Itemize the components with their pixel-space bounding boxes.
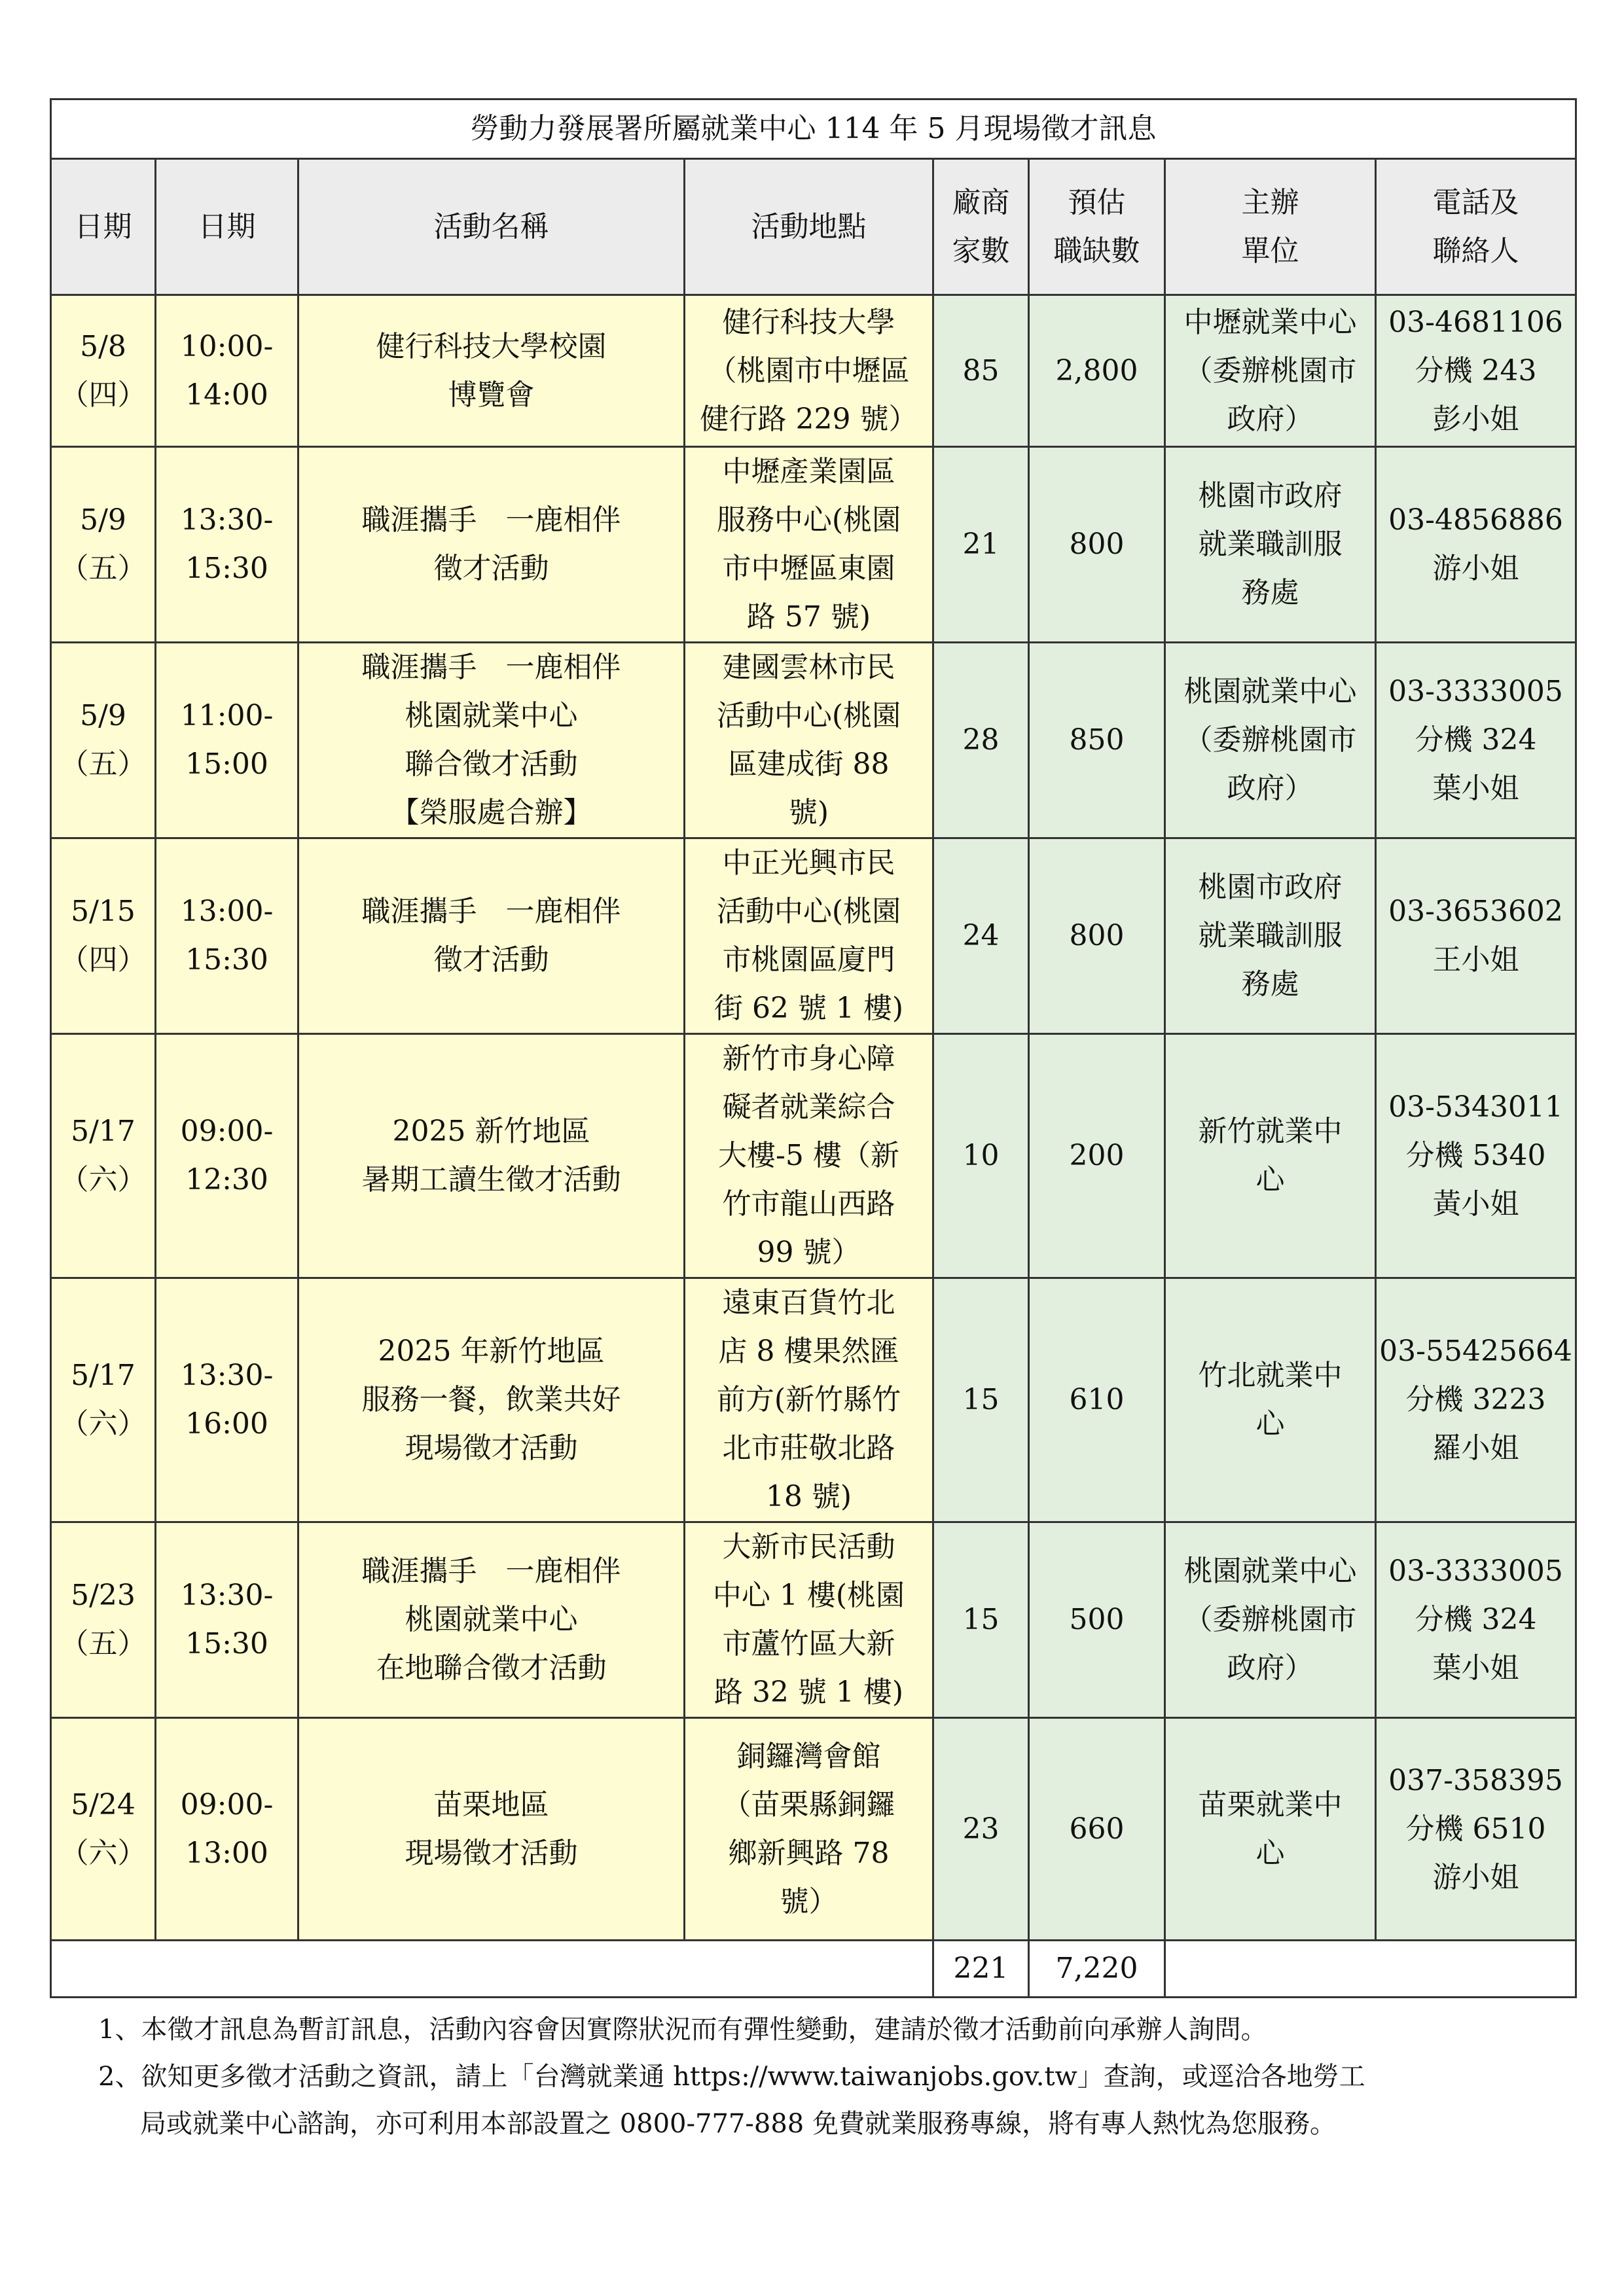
row-contact: 03-3333005 分機 324 葉小姐: [1376, 1522, 1576, 1718]
row-job-count: 2,800: [1029, 295, 1165, 447]
row-job-count: 660: [1029, 1718, 1165, 1941]
row-location: 銅鑼灣會館 （苗栗縣銅鑼 鄉新興路 78 號）: [685, 1718, 933, 1941]
totals-spacer-right: [1165, 1941, 1576, 1998]
row-host: 桃園就業中心 （委辦桃園市 政府）: [1165, 643, 1376, 838]
table-row: [51, 643, 1576, 838]
row-location: 大新市民活動 中心 1 樓(桃園 市蘆竹區大新 路 32 號 1 樓): [685, 1522, 933, 1718]
table-row: [51, 295, 1576, 447]
row-host: 桃園市政府 就業職訓服 務處: [1165, 447, 1376, 643]
row-job-count: 800: [1029, 838, 1165, 1034]
notes: [98, 2006, 1571, 2147]
row-contact: 03-4856886 游小姐: [1376, 447, 1576, 643]
row-location: 遠東百貨竹北 店 8 樓果然匯 前方(新竹縣竹 北市莊敬北路 18 號): [685, 1278, 933, 1522]
row-host: 桃園市政府 就業職訓服 務處: [1165, 838, 1376, 1034]
row-activity-name: 職涯攜手 一鹿相伴 徵才活動: [298, 447, 685, 643]
row-activity-name: 2025 年新竹地區 服務一餐，飲業共好 現場徵才活動: [298, 1278, 685, 1522]
row-vendor-count: 15: [933, 1278, 1029, 1522]
header-vendor-count: 廠商 家數: [933, 159, 1029, 295]
row-date: 5/8 （四）: [51, 295, 156, 447]
table-row: [51, 1034, 1576, 1278]
row-date: 5/9 （五）: [51, 643, 156, 838]
row-vendor-count: 21: [933, 447, 1029, 643]
row-date: 5/23 （五）: [51, 1522, 156, 1718]
row-location: 建國雲林市民 活動中心(桃園 區建成街 88 號): [685, 643, 933, 838]
totals-spacer: [51, 1941, 933, 1998]
row-contact: 03-55425664 分機 3223 羅小姐: [1376, 1278, 1576, 1522]
table-title: 勞動力發展署所屬就業中心 114 年 5 月現場徵才訊息: [51, 99, 1576, 159]
row-job-count: 500: [1029, 1522, 1165, 1718]
row-contact: 037-358395 分機 6510 游小姐: [1376, 1718, 1576, 1941]
row-date: 5/9 （五）: [51, 447, 156, 643]
row-time: 13:30- 16:00: [156, 1278, 298, 1522]
row-time: 13:30- 15:30: [156, 447, 298, 643]
row-location: 健行科技大學 （桃園市中壢區 健行路 229 號）: [685, 295, 933, 447]
row-activity-name: 苗栗地區 現場徵才活動: [298, 1718, 685, 1941]
row-contact: 03-3333005 分機 324 葉小姐: [1376, 643, 1576, 838]
row-date: 5/24 （六）: [51, 1718, 156, 1941]
table-row: [51, 447, 1576, 643]
row-time: 10:00- 14:00: [156, 295, 298, 447]
total-vendors: 221: [933, 1941, 1029, 1998]
row-job-count: 800: [1029, 447, 1165, 643]
row-location: 中壢產業園區 服務中心(桃園 市中壢區東園 路 57 號): [685, 447, 933, 643]
row-activity-name: 職涯攜手 一鹿相伴 桃園就業中心 在地聯合徵才活動: [298, 1522, 685, 1718]
row-host: 中壢就業中心 （委辦桃園市 政府）: [1165, 295, 1376, 447]
header-time: 日期: [156, 159, 298, 295]
row-contact: 03-5343011 分機 5340 黃小姐: [1376, 1034, 1576, 1278]
header-host: 主辦 單位: [1165, 159, 1376, 295]
table-row: [51, 838, 1576, 1034]
total-jobs: 7,220: [1029, 1941, 1165, 1998]
row-job-count: 610: [1029, 1278, 1165, 1522]
row-job-count: 850: [1029, 643, 1165, 838]
job-fair-table: [50, 98, 1577, 1998]
row-host: 桃園就業中心 （委辦桃園市 政府）: [1165, 1522, 1376, 1718]
row-vendor-count: 23: [933, 1718, 1029, 1941]
header-date: 日期: [51, 159, 156, 295]
note-2-continued: 局或就業中心諮詢，亦可利用本部設置之 0800-777-888 免費就業服務專線，將有專人熱忱為您服務。: [140, 2109, 1336, 2139]
header-activity-name: 活動名稱: [298, 159, 685, 295]
table-row: [51, 1718, 1576, 1941]
row-host: 苗栗就業中 心: [1165, 1718, 1376, 1941]
row-time: 09:00- 12:30: [156, 1034, 298, 1278]
row-time: 13:00- 15:30: [156, 838, 298, 1034]
row-time: 09:00- 13:00: [156, 1718, 298, 1941]
row-job-count: 200: [1029, 1034, 1165, 1278]
row-vendor-count: 85: [933, 295, 1029, 447]
row-date: 5/15 （四）: [51, 838, 156, 1034]
row-host: 新竹就業中 心: [1165, 1034, 1376, 1278]
header-job-count: 預估 職缺數: [1029, 159, 1165, 295]
table-row: [51, 1278, 1576, 1522]
row-vendor-count: 28: [933, 643, 1029, 838]
row-date: 5/17 （六）: [51, 1278, 156, 1522]
table-row: [51, 1522, 1576, 1718]
row-date: 5/17 （六）: [51, 1034, 156, 1278]
note-2: 2、欲知更多徵才活動之資訊，請上「台灣就業通 https://www.taiwanjobs.gov.tw」查詢，或逕洽各地勞工: [98, 2062, 1365, 2092]
row-location: 中正光興市民 活動中心(桃園 市桃園區廈門 街 62 號 1 樓): [685, 838, 933, 1034]
row-activity-name: 職涯攜手 一鹿相伴 桃園就業中心 聯合徵才活動 【榮服處合辦】: [298, 643, 685, 838]
row-host: 竹北就業中 心: [1165, 1278, 1376, 1522]
row-vendor-count: 24: [933, 838, 1029, 1034]
row-vendor-count: 10: [933, 1034, 1029, 1278]
totals-row: [51, 1941, 1576, 1998]
row-contact: 03-4681106 分機 243 彭小姐: [1376, 295, 1576, 447]
row-location: 新竹市身心障 礙者就業綜合 大樓-5 樓（新 竹市龍山西路 99 號）: [685, 1034, 933, 1278]
row-vendor-count: 15: [933, 1522, 1029, 1718]
row-activity-name: 2025 新竹地區 暑期工讀生徵才活動: [298, 1034, 685, 1278]
row-activity-name: 健行科技大學校園 博覽會: [298, 295, 685, 447]
row-contact: 03-3653602 王小姐: [1376, 838, 1576, 1034]
header-contact: 電話及 聯絡人: [1376, 159, 1576, 295]
note-1: 1、本徵才訊息為暫訂訊息，活動內容會因實際狀況而有彈性變動，建請於徵才活動前向承辦人詢問。: [98, 2015, 1267, 2045]
row-time: 11:00- 15:00: [156, 643, 298, 838]
row-time: 13:30- 15:30: [156, 1522, 298, 1718]
header-location: 活動地點: [685, 159, 933, 295]
row-activity-name: 職涯攜手 一鹿相伴 徵才活動: [298, 838, 685, 1034]
